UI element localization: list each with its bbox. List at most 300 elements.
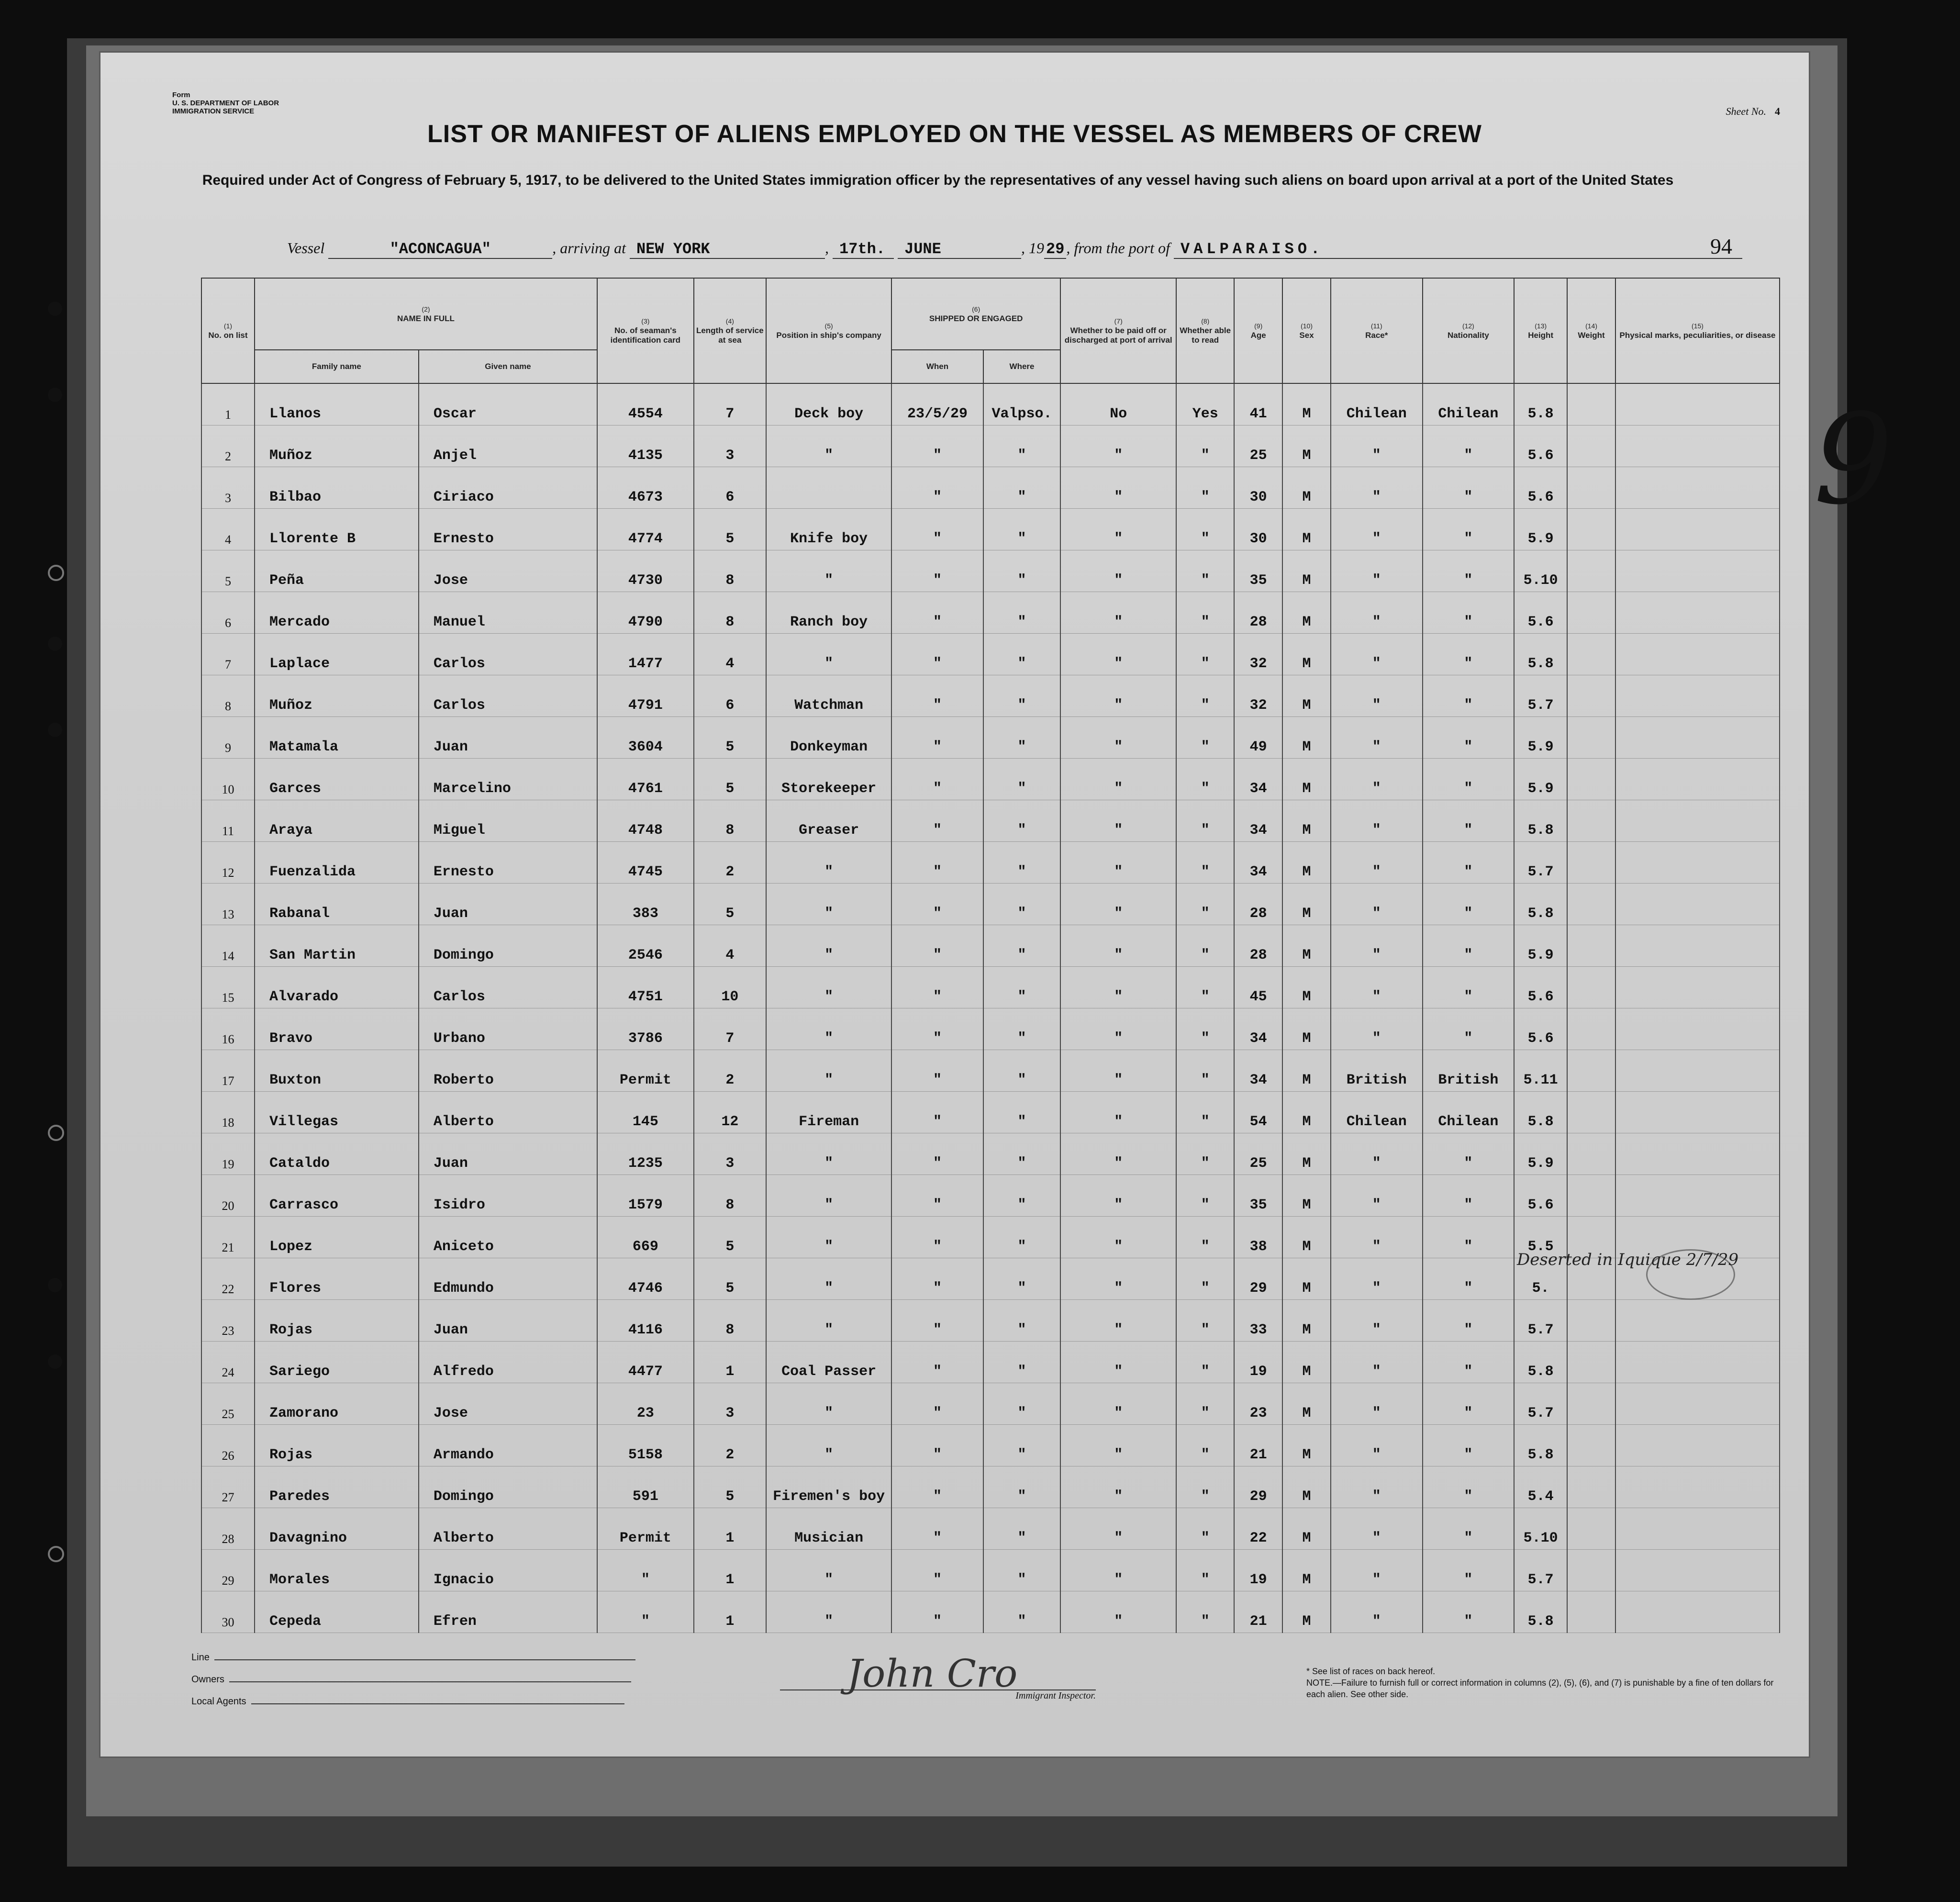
race-cell: British: [1331, 1050, 1423, 1092]
able-to-read-cell: ": [1176, 675, 1234, 717]
weight-cell: [1567, 1591, 1615, 1633]
given-name-cell: Ernesto: [419, 842, 597, 884]
shipped-when-cell: ": [891, 467, 983, 509]
col-header-sex: (10) Sex: [1282, 278, 1331, 383]
shipped-when-cell: ": [891, 1550, 983, 1591]
arriving-label: arriving at: [560, 239, 626, 257]
paid-off-cell: ": [1060, 1258, 1176, 1300]
binder-hole: [48, 1354, 62, 1369]
arrival-month: JUNE: [898, 240, 1021, 259]
race-cell: ": [1331, 509, 1423, 550]
sex-cell: M: [1282, 425, 1331, 467]
height-cell: 5.10: [1514, 1508, 1567, 1550]
marks-cell: [1615, 842, 1780, 884]
family-name-cell: Flores: [255, 1258, 419, 1300]
able-to-read-cell: ": [1176, 1217, 1234, 1258]
vessel-name: "ACONCAGUA": [328, 240, 552, 259]
shipped-where-cell: ": [983, 1550, 1060, 1591]
sex-cell: M: [1282, 1342, 1331, 1383]
service-length-cell: 2: [694, 1050, 766, 1092]
shipped-where-cell: ": [983, 1092, 1060, 1133]
shipped-when-cell: ": [891, 425, 983, 467]
service-length-cell: 2: [694, 842, 766, 884]
able-to-read-cell: Yes: [1176, 383, 1234, 425]
weight-cell: [1567, 550, 1615, 592]
col-header-race: (11) Race*: [1331, 278, 1423, 383]
nationality-cell: ": [1423, 1008, 1515, 1050]
shipped-where-cell: ": [983, 675, 1060, 717]
row-number-cell: 13: [201, 884, 255, 925]
nationality-cell: ": [1423, 1342, 1515, 1383]
position-cell: ": [766, 1008, 891, 1050]
service-length-cell: 5: [694, 1258, 766, 1300]
able-to-read-cell: ": [1176, 967, 1234, 1008]
service-length-cell: 5: [694, 717, 766, 759]
race-cell: ": [1331, 634, 1423, 675]
table-row: [201, 550, 1780, 592]
id-card-cell: 4116: [597, 1300, 694, 1342]
paid-off-cell: ": [1060, 1217, 1176, 1258]
height-cell: 5.8: [1514, 1591, 1567, 1633]
able-to-read-cell: ": [1176, 1425, 1234, 1466]
nationality-cell: ": [1423, 1217, 1515, 1258]
crew-table: [201, 278, 1780, 1633]
family-name-cell: Rabanal: [255, 884, 419, 925]
shipped-where-cell: ": [983, 1133, 1060, 1175]
race-cell: ": [1331, 717, 1423, 759]
shipped-where-cell: ": [983, 550, 1060, 592]
age-cell: 19: [1234, 1550, 1282, 1591]
race-cell: ": [1331, 967, 1423, 1008]
id-card-cell: 23: [597, 1383, 694, 1425]
shipped-where-cell: ": [983, 842, 1060, 884]
marks-cell: [1615, 1050, 1780, 1092]
position-cell: Ranch boy: [766, 592, 891, 634]
position-cell: ": [766, 1050, 891, 1092]
sex-cell: M: [1282, 1008, 1331, 1050]
marks-cell: [1615, 592, 1780, 634]
given-name-cell: Juan: [419, 1300, 597, 1342]
given-name-cell: Ciriaco: [419, 467, 597, 509]
shipped-where-cell: ": [983, 1591, 1060, 1633]
race-cell: ": [1331, 467, 1423, 509]
id-card-cell: 3604: [597, 717, 694, 759]
row-number-cell: 7: [201, 634, 255, 675]
col-header-family-name: Family name: [255, 350, 419, 383]
family-name-cell: Bravo: [255, 1008, 419, 1050]
race-cell: ": [1331, 884, 1423, 925]
given-name-cell: Oscar: [419, 383, 597, 425]
weight-cell: [1567, 717, 1615, 759]
sex-cell: M: [1282, 1050, 1331, 1092]
table-row: [201, 1008, 1780, 1050]
sex-cell: M: [1282, 634, 1331, 675]
able-to-read-cell: ": [1176, 884, 1234, 925]
age-cell: 35: [1234, 550, 1282, 592]
age-cell: 34: [1234, 759, 1282, 800]
position-cell: ": [766, 1383, 891, 1425]
family-name-cell: Sariego: [255, 1342, 419, 1383]
age-cell: 28: [1234, 884, 1282, 925]
given-name-cell: Jose: [419, 1383, 597, 1425]
table-row: [201, 1300, 1780, 1342]
marks-cell: [1615, 383, 1780, 425]
position-cell: ": [766, 1425, 891, 1466]
weight-cell: [1567, 1300, 1615, 1342]
row-number-cell: 28: [201, 1508, 255, 1550]
marks-cell: [1615, 675, 1780, 717]
sex-cell: M: [1282, 842, 1331, 884]
from-label: from the port of: [1074, 239, 1170, 257]
race-cell: ": [1331, 1008, 1423, 1050]
given-name-cell: Urbano: [419, 1008, 597, 1050]
shipped-when-cell: ": [891, 759, 983, 800]
service-length-cell: 2: [694, 1425, 766, 1466]
marks-cell: [1615, 550, 1780, 592]
family-name-cell: Peña: [255, 550, 419, 592]
height-cell: 5.11: [1514, 1050, 1567, 1092]
shipped-when-cell: ": [891, 717, 983, 759]
row-number-cell: 1: [201, 383, 255, 425]
sex-cell: M: [1282, 467, 1331, 509]
able-to-read-cell: ": [1176, 550, 1234, 592]
vessel-line: Vessel "ACONCAGUA" , arriving at NEW YORK , 17th. JUNE , 19 29 , from the port of VALPARAISO.: [287, 239, 1742, 259]
family-name-cell: Carrasco: [255, 1175, 419, 1217]
shipped-when-cell: ": [891, 925, 983, 967]
sex-cell: M: [1282, 550, 1331, 592]
col-header-where: Where: [983, 350, 1060, 383]
weight-cell: [1567, 842, 1615, 884]
shipped-when-cell: ": [891, 1508, 983, 1550]
row-number-cell: 19: [201, 1133, 255, 1175]
paid-off-cell: ": [1060, 925, 1176, 967]
id-card-cell: 4477: [597, 1342, 694, 1383]
nationality-cell: ": [1423, 1591, 1515, 1633]
id-card-cell: 669: [597, 1217, 694, 1258]
table-row: [201, 1591, 1780, 1633]
nationality-cell: ": [1423, 467, 1515, 509]
weight-cell: [1567, 675, 1615, 717]
paid-off-cell: ": [1060, 1591, 1176, 1633]
sex-cell: M: [1282, 675, 1331, 717]
age-cell: 30: [1234, 467, 1282, 509]
id-card-cell: 4673: [597, 467, 694, 509]
family-name-cell: Muñoz: [255, 425, 419, 467]
paid-off-cell: ": [1060, 1092, 1176, 1133]
row-number-cell: 21: [201, 1217, 255, 1258]
height-cell: 5.10: [1514, 550, 1567, 592]
family-name-cell: Rojas: [255, 1425, 419, 1466]
sex-cell: M: [1282, 1425, 1331, 1466]
row-number-cell: 15: [201, 967, 255, 1008]
service-length-cell: 7: [694, 383, 766, 425]
family-name-cell: Buxton: [255, 1050, 419, 1092]
binder-hole: [48, 723, 62, 737]
age-cell: 41: [1234, 383, 1282, 425]
family-name-cell: Alvarado: [255, 967, 419, 1008]
row-number-cell: 29: [201, 1550, 255, 1591]
sex-cell: M: [1282, 1133, 1331, 1175]
crew-table-body: [201, 383, 1780, 1633]
table-row: [201, 509, 1780, 550]
age-cell: 30: [1234, 509, 1282, 550]
position-cell: Storekeeper: [766, 759, 891, 800]
service-length-cell: 8: [694, 800, 766, 842]
race-cell: ": [1331, 1342, 1423, 1383]
nationality-cell: ": [1423, 675, 1515, 717]
position-cell: Knife boy: [766, 509, 891, 550]
row-number-cell: 25: [201, 1383, 255, 1425]
paid-off-cell: ": [1060, 1300, 1176, 1342]
id-card-cell: 145: [597, 1092, 694, 1133]
year-prefix: 19: [1028, 239, 1044, 257]
row-number-cell: 8: [201, 675, 255, 717]
paid-off-cell: ": [1060, 967, 1176, 1008]
weight-cell: [1567, 1050, 1615, 1092]
service-length-cell: 4: [694, 634, 766, 675]
shipped-where-cell: ": [983, 425, 1060, 467]
marks-cell: [1615, 759, 1780, 800]
height-cell: 5.8: [1514, 884, 1567, 925]
given-name-cell: Isidro: [419, 1175, 597, 1217]
family-name-cell: Fuenzalida: [255, 842, 419, 884]
shipped-where-cell: ": [983, 1217, 1060, 1258]
paid-off-cell: ": [1060, 1050, 1176, 1092]
shipped-when-cell: ": [891, 1133, 983, 1175]
col-header-when: When: [891, 350, 983, 383]
nationality-cell: ": [1423, 967, 1515, 1008]
nationality-cell: ": [1423, 550, 1515, 592]
race-cell: ": [1331, 1508, 1423, 1550]
line-label: Line: [191, 1652, 210, 1663]
paid-off-cell: ": [1060, 550, 1176, 592]
sex-cell: M: [1282, 1258, 1331, 1300]
row-number-cell: 14: [201, 925, 255, 967]
sheet-total: 94: [1710, 234, 1732, 258]
sex-cell: M: [1282, 1092, 1331, 1133]
row-number-cell: 10: [201, 759, 255, 800]
family-name-cell: Cepeda: [255, 1591, 419, 1633]
marks-cell: [1615, 925, 1780, 967]
height-cell: 5.7: [1514, 1383, 1567, 1425]
row-number-cell: 4: [201, 509, 255, 550]
service-length-cell: 8: [694, 550, 766, 592]
footer-line-row: [191, 1646, 635, 1668]
sex-cell: M: [1282, 592, 1331, 634]
binder-hole: [48, 1546, 64, 1562]
weight-cell: [1567, 1508, 1615, 1550]
row-number-cell: 24: [201, 1342, 255, 1383]
shipped-where-cell: ": [983, 467, 1060, 509]
marks-cell: [1615, 1508, 1780, 1550]
id-card-cell: 4791: [597, 675, 694, 717]
family-name-cell: Mercado: [255, 592, 419, 634]
arrival-port: NEW YORK: [630, 240, 825, 259]
row-number-cell: 12: [201, 842, 255, 884]
paid-off-cell: ": [1060, 1425, 1176, 1466]
race-cell: ": [1331, 925, 1423, 967]
race-cell: ": [1331, 1591, 1423, 1633]
age-cell: 34: [1234, 1008, 1282, 1050]
able-to-read-cell: ": [1176, 634, 1234, 675]
able-to-read-cell: ": [1176, 1258, 1234, 1300]
height-cell: 5.7: [1514, 675, 1567, 717]
shipped-when-cell: ": [891, 1425, 983, 1466]
age-cell: 22: [1234, 1508, 1282, 1550]
shipped-when-cell: ": [891, 1383, 983, 1425]
row-number-cell: 5: [201, 550, 255, 592]
id-card-cell: ": [597, 1550, 694, 1591]
paid-off-cell: ": [1060, 509, 1176, 550]
shipped-when-cell: ": [891, 509, 983, 550]
nationality-cell: ": [1423, 1300, 1515, 1342]
weight-cell: [1567, 967, 1615, 1008]
nationality-cell: ": [1423, 717, 1515, 759]
row-number-cell: 3: [201, 467, 255, 509]
table-row: [201, 425, 1780, 467]
nationality-cell: ": [1423, 925, 1515, 967]
height-cell: 5.6: [1514, 1175, 1567, 1217]
age-cell: 33: [1234, 1300, 1282, 1342]
height-cell: 5.4: [1514, 1466, 1567, 1508]
paid-off-cell: ": [1060, 842, 1176, 884]
id-card-cell: 4751: [597, 967, 694, 1008]
able-to-read-cell: ": [1176, 1008, 1234, 1050]
paid-off-cell: ": [1060, 1550, 1176, 1591]
marks-cell: [1615, 1092, 1780, 1133]
col-header-height: (13) Height: [1514, 278, 1567, 383]
given-name-cell: Juan: [419, 717, 597, 759]
row-number-cell: 16: [201, 1008, 255, 1050]
id-card-cell: 4730: [597, 550, 694, 592]
row-number-cell: 18: [201, 1092, 255, 1133]
weight-cell: [1567, 1550, 1615, 1591]
department-label: U. S. DEPARTMENT OF LABOR: [172, 99, 279, 107]
able-to-read-cell: ": [1176, 842, 1234, 884]
marks-cell: [1615, 467, 1780, 509]
weight-cell: [1567, 884, 1615, 925]
service-length-cell: 1: [694, 1591, 766, 1633]
col-header-read: (8) Whether able to read: [1176, 278, 1234, 383]
given-name-cell: Ernesto: [419, 509, 597, 550]
given-name-cell: Alberto: [419, 1508, 597, 1550]
given-name-cell: Miguel: [419, 800, 597, 842]
footer-agents-row: [191, 1690, 635, 1712]
age-cell: 34: [1234, 842, 1282, 884]
position-cell: ": [766, 1217, 891, 1258]
sex-cell: M: [1282, 1550, 1331, 1591]
col-header-age: (9) Age: [1234, 278, 1282, 383]
table-row: [201, 1550, 1780, 1591]
family-name-cell: Morales: [255, 1550, 419, 1591]
inspector-signature: John Cro: [847, 1651, 1018, 1696]
shipped-where-cell: ": [983, 1258, 1060, 1300]
able-to-read-cell: ": [1176, 509, 1234, 550]
weight-cell: [1567, 634, 1615, 675]
age-cell: 21: [1234, 1591, 1282, 1633]
shipped-when-cell: ": [891, 634, 983, 675]
table-row: [201, 1342, 1780, 1383]
sex-cell: M: [1282, 383, 1331, 425]
position-cell: Deck boy: [766, 383, 891, 425]
shipped-when-cell: ": [891, 1050, 983, 1092]
race-cell: Chilean: [1331, 383, 1423, 425]
row-number-cell: 6: [201, 592, 255, 634]
marks-cell: [1615, 1342, 1780, 1383]
weight-cell: [1567, 1383, 1615, 1425]
service-length-cell: 6: [694, 675, 766, 717]
age-cell: 29: [1234, 1466, 1282, 1508]
position-cell: ": [766, 1300, 891, 1342]
family-name-cell: Rojas: [255, 1300, 419, 1342]
family-name-cell: Bilbao: [255, 467, 419, 509]
age-cell: 25: [1234, 425, 1282, 467]
race-cell: ": [1331, 592, 1423, 634]
shipped-where-cell: ": [983, 717, 1060, 759]
family-name-cell: Laplace: [255, 634, 419, 675]
marks-cell: [1615, 800, 1780, 842]
inspector-label: Immigrant Inspector.: [780, 1689, 1096, 1701]
nationality-cell: ": [1423, 1425, 1515, 1466]
shipped-where-cell: ": [983, 1466, 1060, 1508]
able-to-read-cell: ": [1176, 1342, 1234, 1383]
id-card-cell: 2546: [597, 925, 694, 967]
table-row: [201, 1383, 1780, 1425]
position-cell: ": [766, 967, 891, 1008]
age-cell: 49: [1234, 717, 1282, 759]
race-cell: ": [1331, 800, 1423, 842]
weight-cell: [1567, 1342, 1615, 1383]
sex-cell: M: [1282, 1466, 1331, 1508]
race-cell: ": [1331, 1466, 1423, 1508]
race-cell: ": [1331, 1300, 1423, 1342]
height-cell: 5.6: [1514, 1008, 1567, 1050]
service-length-cell: 1: [694, 1342, 766, 1383]
desertion-note: Deserted in Iquique 2/7/29: [1517, 1250, 1739, 1269]
weight-cell: [1567, 383, 1615, 425]
paid-off-cell: ": [1060, 1133, 1176, 1175]
age-cell: 23: [1234, 1383, 1282, 1425]
shipped-when-cell: ": [891, 1300, 983, 1342]
position-cell: ": [766, 425, 891, 467]
sex-cell: M: [1282, 1383, 1331, 1425]
service-length-cell: 10: [694, 967, 766, 1008]
shipped-when-cell: ": [891, 1092, 983, 1133]
able-to-read-cell: ": [1176, 1508, 1234, 1550]
age-cell: 21: [1234, 1425, 1282, 1466]
shipped-where-cell: ": [983, 925, 1060, 967]
race-cell: Chilean: [1331, 1092, 1423, 1133]
family-name-cell: Llanos: [255, 383, 419, 425]
service-length-cell: 5: [694, 509, 766, 550]
height-cell: 5.9: [1514, 717, 1567, 759]
weight-cell: [1567, 1092, 1615, 1133]
id-card-cell: 4746: [597, 1258, 694, 1300]
service-length-cell: 5: [694, 1466, 766, 1508]
service-length-cell: 6: [694, 467, 766, 509]
page-subtitle: Required under Act of Congress of February 5, 1917, to be delivered to the United States immigration officer by the representatives of any vessel having such aliens on board upon arrival at a port of the United States: [202, 172, 1674, 188]
sex-cell: M: [1282, 1508, 1331, 1550]
service-label: IMMIGRATION SERVICE: [172, 107, 255, 115]
marks-cell: [1615, 717, 1780, 759]
sex-cell: M: [1282, 1591, 1331, 1633]
position-cell: ": [766, 1175, 891, 1217]
service-length-cell: 3: [694, 425, 766, 467]
position-cell: ": [766, 1550, 891, 1591]
height-cell: 5.8: [1514, 383, 1567, 425]
nationality-cell: ": [1423, 1175, 1515, 1217]
height-cell: 5.7: [1514, 1300, 1567, 1342]
